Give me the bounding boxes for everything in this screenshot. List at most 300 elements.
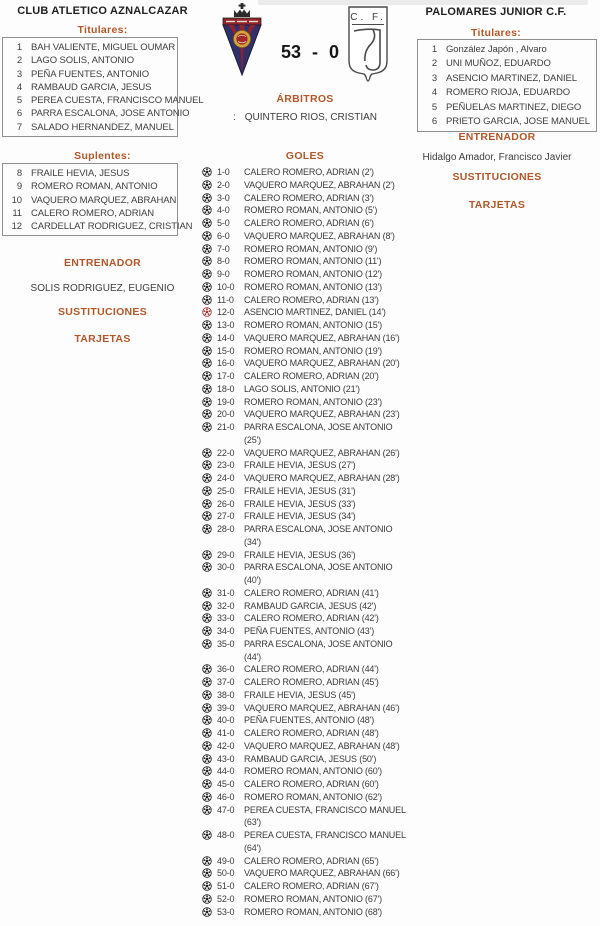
- goal-score: 48-0: [217, 830, 235, 840]
- goal-score: 31-0: [217, 587, 235, 598]
- soccer-ball-icon: [202, 562, 212, 572]
- goal-scorer: ASENCIO MARTINEZ, DANIEL (14'): [244, 307, 386, 318]
- soccer-ball-icon: [202, 371, 212, 381]
- goal-scorer: ROMERO ROMAN, ANTONIO (5'): [244, 205, 378, 216]
- goal-minute: (12'): [365, 269, 383, 279]
- goal-scorer: VAQUERO MARQUEZ, ABRAHAN (66'): [244, 868, 400, 879]
- goal-minute: (15'): [365, 320, 383, 330]
- soccer-ball-icon: [202, 409, 212, 419]
- score-separator: -: [312, 42, 318, 62]
- goal-scorer: CALERO ROMERO, ADRIAN (13'): [244, 294, 379, 305]
- soccer-ball-icon: [202, 193, 212, 203]
- goal-minute: (20'): [382, 358, 400, 369]
- goal-minute: (13'): [365, 281, 383, 292]
- player-row: [418, 72, 596, 86]
- goal-row: [202, 893, 397, 906]
- soccer-ball-icon: [202, 639, 212, 649]
- goal-score: 22-0: [217, 447, 235, 458]
- goal-row: [202, 447, 400, 460]
- goal-scorer: VAQUERO MARQUEZ, ABRAHAN (8'): [244, 230, 395, 241]
- goal-row: [202, 880, 397, 893]
- player-name: VAQUERO MARQUEZ, ABRAHAN: [31, 194, 177, 206]
- goal-minute: (16'): [382, 332, 400, 343]
- goal-score: 37-0: [217, 677, 235, 687]
- goal-score: 11-0: [217, 294, 234, 305]
- soccer-ball-icon: [202, 664, 212, 674]
- goal-minute: (42'): [361, 613, 379, 624]
- goal-scorer: ROMERO ROMAN, ANTONIO (67'): [244, 893, 383, 904]
- soccer-ball-icon: [202, 894, 212, 904]
- goal-score: 32-0: [217, 600, 235, 611]
- goal-scorer: VAQUERO MARQUEZ, ABRAHAN (48'): [244, 740, 400, 751]
- goal-score: 24-0: [217, 473, 235, 483]
- goal-score: 10-0: [217, 281, 235, 292]
- home-team-title: CLUB ATLETICO AZNALCAZAR: [17, 5, 188, 17]
- soccer-ball-icon: [202, 728, 212, 738]
- goal-score: 4-0: [217, 205, 230, 216]
- goal-score: 26-0: [217, 498, 235, 509]
- goal-score: 53-0: [217, 906, 235, 917]
- goal-row: [202, 472, 400, 485]
- goal-row: [202, 204, 397, 217]
- goal-scorer: CALERO ROMERO, ADRIAN (44'): [244, 664, 379, 675]
- goal-minute: (48'): [361, 728, 379, 738]
- palomares-crest-icon: [344, 5, 392, 83]
- goal-score: 39-0: [217, 702, 235, 713]
- goal-score: 27-0: [217, 511, 235, 522]
- goal-row: [202, 867, 400, 880]
- goal-row: [202, 370, 397, 383]
- goal-scorer: ROMERO ROMAN, ANTONIO (13'): [244, 281, 383, 292]
- player-name: PRIETO GARCIA, JOSE MANUEL: [446, 116, 590, 128]
- goal-minute: (48'): [382, 740, 400, 751]
- player-name: CARDELLAT RODRIGUEZ, CRISTIAN: [31, 221, 193, 233]
- player-name: PARRA ESCALONA, JOSE ANTONIO: [31, 108, 190, 120]
- player-number: 1: [16, 42, 22, 53]
- goal-score: 36-0: [217, 664, 235, 675]
- goal-minute: (14'): [368, 307, 386, 318]
- goal-score: 3-0: [217, 192, 230, 203]
- player-row: [3, 41, 177, 54]
- goal-row: [202, 510, 397, 523]
- goal-score: 21-0: [217, 422, 235, 432]
- soccer-ball-icon: [202, 601, 212, 611]
- player-number: 11: [12, 207, 22, 219]
- goal-scorer: LAGO SOLIS, ANTONIO (21'): [244, 383, 360, 394]
- goal-scorer: ROMERO ROMAN, ANTONIO (23'): [244, 396, 383, 407]
- goal-score: 13-0: [217, 320, 235, 330]
- away-starters-label: Titulares:: [470, 27, 522, 39]
- goal-scorer: FRAILE HEVIA, JESUS (45'): [244, 689, 356, 700]
- goal-minute: (46'): [382, 702, 400, 713]
- soccer-ball-icon: [202, 295, 212, 305]
- goal-score: 43-0: [217, 753, 235, 764]
- player-number: 5: [431, 101, 437, 113]
- goal-minute: (31'): [338, 485, 356, 496]
- soccer-ball-icon: [202, 320, 212, 330]
- soccer-ball-icon: [202, 524, 212, 534]
- goal-scorer: RAMBAUD GARCIA, JESUS (50'): [244, 753, 377, 764]
- soccer-ball-icon: [202, 550, 212, 560]
- goal-scorer: VAQUERO MARQUEZ, ABRAHAN (28'): [244, 473, 400, 483]
- player-row: [418, 86, 596, 100]
- goal-minute: (44'): [361, 664, 379, 675]
- goal-score: 51-0: [217, 881, 235, 891]
- soccer-ball-icon: [202, 511, 212, 521]
- soccer-ball-icon: [202, 244, 212, 254]
- goal-score: 42-0: [217, 740, 235, 751]
- away-team-crest: [344, 5, 392, 88]
- soccer-ball-icon: [202, 754, 212, 764]
- goal-minute: (23'): [365, 396, 383, 407]
- player-row: [418, 43, 596, 57]
- home-team-crest: [222, 3, 262, 82]
- goal-score: 1-0: [217, 167, 230, 177]
- goal-score: 12-0: [217, 307, 235, 318]
- goal-row: [202, 294, 397, 307]
- referee-line: [210, 112, 400, 123]
- goal-row: [202, 243, 397, 256]
- soccer-ball-icon: [202, 218, 212, 228]
- goal-score: 19-0: [217, 396, 235, 407]
- goal-row: [202, 498, 397, 511]
- goal-minute: (68'): [365, 906, 383, 917]
- goal-minute: (41'): [361, 587, 379, 598]
- goal-score: 50-0: [217, 868, 235, 879]
- player-name: ASENCIO MARTINEZ, DANIEL: [446, 72, 577, 84]
- goal-scorer: VAQUERO MARQUEZ, ABRAHAN (20'): [244, 358, 400, 369]
- player-number: 8: [16, 168, 22, 179]
- goal-scorer: CALERO ROMERO, ADRIAN (2'): [244, 167, 374, 177]
- soccer-ball-icon: [202, 588, 212, 598]
- goal-score: 18-0: [217, 383, 235, 394]
- soccer-ball-icon: [202, 703, 212, 713]
- soccer-ball-icon: [202, 907, 212, 917]
- goal-row: [202, 753, 397, 766]
- goal-row: [202, 230, 397, 243]
- goal-row: [202, 625, 397, 638]
- goal-row: [202, 357, 400, 370]
- goal-row: [202, 345, 397, 358]
- goal-minute: (8'): [382, 230, 395, 241]
- player-name: PEREA CUESTA, FRANCISCO MANUEL: [31, 95, 204, 107]
- home-starters-label: Titulares:: [77, 24, 128, 36]
- goal-row: [202, 612, 397, 625]
- goal-row: [202, 855, 397, 868]
- soccer-ball-icon: [202, 613, 212, 623]
- player-name: González Japón , Alvaro: [446, 44, 547, 55]
- soccer-ball-icon: [202, 448, 212, 458]
- goal-row: [202, 166, 397, 179]
- aznalcazar-crest-icon: [222, 3, 262, 77]
- goal-score: 25-0: [217, 485, 235, 496]
- goal-row: [202, 778, 397, 791]
- svg-text:C. F.: C. F.: [350, 12, 386, 23]
- soccer-ball-icon: [202, 779, 212, 789]
- goal-score: 47-0: [217, 804, 235, 815]
- goal-minute: (63'): [244, 817, 261, 828]
- goal-scorer: VAQUERO MARQUEZ, ABRAHAN (16'): [244, 332, 400, 343]
- soccer-ball-icon: [202, 346, 212, 356]
- soccer-ball-icon: [202, 384, 212, 394]
- player-number: 6: [431, 116, 437, 128]
- goal-scorer: PARRA ESCALONA, JOSE ANTONIO (40'): [244, 562, 393, 585]
- home-coach-label: ENTRENADOR: [63, 257, 142, 269]
- player-number: 3: [431, 72, 437, 84]
- goal-scorer: FRAILE HEVIA, JESUS (36'): [244, 549, 356, 560]
- goal-scorer: FRAILE HEVIA, JESUS (31'): [244, 485, 356, 496]
- goal-scorer: PARRA ESCALONA, JOSE ANTONIO (25'): [244, 422, 393, 445]
- goal-minute: (50'): [359, 753, 377, 764]
- goal-row: [202, 179, 397, 192]
- goal-score: 46-0: [217, 791, 235, 802]
- player-number: 12: [11, 221, 22, 233]
- soccer-ball-icon: [202, 256, 212, 266]
- goal-minute: (45'): [361, 677, 379, 687]
- goal-scorer: CALERO ROMERO, ADRIAN (60'): [244, 779, 379, 789]
- goal-score: 2-0: [217, 179, 230, 190]
- home-subs-label: Suplentes:: [74, 150, 131, 162]
- goal-minute: (36'): [338, 549, 356, 560]
- soccer-ball-icon: [202, 881, 212, 891]
- player-name: PEÑA FUENTES, ANTONIO: [31, 68, 150, 80]
- player-number: 2: [16, 55, 22, 67]
- goal-scorer: FRAILE HEVIA, JESUS (33'): [244, 498, 356, 509]
- player-row: [3, 81, 177, 94]
- goal-scorer: CALERO ROMERO, ADRIAN (48'): [244, 728, 379, 738]
- soccer-ball-icon: [202, 677, 212, 687]
- player-row: [3, 207, 177, 220]
- player-row: [3, 167, 177, 180]
- soccer-ball-icon: [202, 358, 212, 368]
- soccer-ball-icon: [202, 715, 212, 725]
- score-home: 53: [280, 42, 301, 62]
- goal-row: [202, 587, 397, 600]
- goal-row: [202, 638, 397, 664]
- away-substitutions-label: SUSTITUCIONES: [452, 171, 542, 183]
- goal-score: 8-0: [217, 256, 230, 267]
- goal-scorer: VAQUERO MARQUEZ, ABRAHAN (46'): [244, 702, 400, 713]
- soccer-ball-icon: [202, 792, 212, 802]
- goal-minute: (42'): [359, 600, 377, 611]
- goal-row: [202, 676, 397, 689]
- goal-row: [202, 804, 406, 830]
- soccer-ball-icon: [202, 626, 212, 636]
- goal-score: 16-0: [217, 358, 235, 369]
- soccer-ball-icon: [202, 269, 212, 279]
- goal-minute: (27'): [338, 460, 356, 471]
- player-name: ROMERO ROMAN, ANTONIO: [31, 181, 158, 193]
- goal-minute: (23'): [382, 409, 400, 420]
- goal-scorer: CALERO ROMERO, ADRIAN (65'): [244, 855, 379, 866]
- goal-minute: (6'): [361, 218, 374, 228]
- player-number: 3: [16, 68, 22, 80]
- goal-minute: (25'): [244, 434, 261, 445]
- player-row: [418, 101, 596, 115]
- player-number: 1: [431, 44, 437, 55]
- away-coach-name: Hidalgo Amador, Francisco Javier: [422, 152, 572, 163]
- home-starters-list: [2, 37, 204, 137]
- goal-row: [202, 306, 397, 319]
- player-number: 2: [431, 58, 437, 70]
- referees-label: ÁRBITROS: [276, 93, 334, 105]
- soccer-ball-icon: [202, 868, 212, 878]
- player-row: [3, 94, 204, 107]
- goal-row: [202, 459, 397, 472]
- goal-row: [202, 408, 400, 421]
- player-name: SALADO HERNANDEZ, MANUEL: [31, 121, 174, 133]
- goal-minute: (2'): [382, 179, 395, 190]
- goal-row: [202, 906, 397, 919]
- goal-minute: (67'): [361, 881, 379, 891]
- goal-scorer: PEÑA FUENTES, ANTONIO (43'): [244, 626, 375, 636]
- player-number: 10: [11, 194, 22, 206]
- soccer-ball-icon: [202, 473, 212, 483]
- goal-row: [202, 740, 400, 753]
- goal-minute: (64'): [244, 842, 261, 853]
- goal-row: [202, 600, 397, 613]
- goal-scorer: ROMERO ROMAN, ANTONIO (62'): [244, 791, 383, 802]
- goal-score: 33-0: [217, 613, 235, 624]
- soccer-ball-icon: [202, 180, 212, 190]
- goal-row: [202, 727, 397, 740]
- player-number: 5: [16, 95, 22, 107]
- goal-score: 41-0: [217, 728, 235, 738]
- goal-scorer: ROMERO ROMAN, ANTONIO (15'): [244, 320, 383, 330]
- soccer-ball-icon: [202, 741, 212, 751]
- soccer-ball-icon: [202, 805, 212, 815]
- score-away: 0: [329, 42, 340, 62]
- goal-scorer: PEREA CUESTA, FRANCISCO MANUEL (64'): [244, 830, 406, 853]
- goal-row: [202, 332, 400, 345]
- goal-minute: (33'): [338, 498, 356, 509]
- goal-row: [202, 663, 397, 676]
- own-goal-ball-icon: [202, 307, 212, 317]
- player-row: [418, 115, 596, 129]
- goal-score: 5-0: [217, 218, 230, 228]
- player-name: CALERO ROMERO, ADRIAN: [31, 207, 155, 219]
- soccer-ball-icon: [202, 830, 212, 840]
- player-number: 9: [16, 181, 22, 193]
- player-number: 7: [16, 121, 22, 133]
- goal-scorer: CALERO ROMERO, ADRIAN (20'): [244, 371, 379, 381]
- goal-minute: (26'): [382, 447, 400, 458]
- goal-score: 14-0: [217, 332, 235, 343]
- goal-score: 52-0: [217, 893, 235, 904]
- goal-minute: (3'): [361, 192, 374, 203]
- goal-row: [202, 281, 397, 294]
- goal-scorer: ROMERO ROMAN, ANTONIO (68'): [244, 906, 383, 917]
- goal-minute: (62'): [365, 791, 383, 802]
- goal-row: [202, 523, 397, 549]
- goal-minute: (21'): [342, 383, 360, 394]
- goal-score: 30-0: [217, 562, 235, 573]
- goal-minute: (20'): [361, 371, 379, 381]
- goal-scorer: CALERO ROMERO, ADRIAN (42'): [244, 613, 379, 624]
- soccer-ball-icon: [202, 333, 212, 343]
- goal-score: 45-0: [217, 779, 235, 789]
- goal-scorer: ROMERO ROMAN, ANTONIO (11'): [244, 256, 382, 267]
- soccer-ball-icon: [202, 167, 212, 177]
- goal-row: [202, 561, 397, 587]
- away-team-title: PALOMARES JUNIOR C.F.: [425, 6, 567, 18]
- goal-scorer: ROMERO ROMAN, ANTONIO (60'): [244, 766, 383, 777]
- goal-row: [202, 217, 397, 230]
- goal-row: [202, 485, 397, 498]
- goal-minute: (67'): [365, 893, 383, 904]
- soccer-ball-icon: [202, 856, 212, 866]
- goal-row: [202, 714, 397, 727]
- player-row: [418, 57, 596, 71]
- player-number: 4: [16, 81, 22, 93]
- goal-minute: (45'): [338, 689, 356, 700]
- goal-score: 15-0: [217, 345, 235, 356]
- goal-minute: (60'): [361, 779, 379, 789]
- goals-list: [202, 166, 406, 918]
- goal-scorer: CALERO ROMERO, ADRIAN (3'): [244, 192, 374, 203]
- goal-score: 6-0: [217, 230, 230, 241]
- goal-scorer: CALERO ROMERO, ADRIAN (41'): [244, 587, 379, 598]
- soccer-ball-icon: [202, 499, 212, 509]
- goal-row: [202, 192, 397, 205]
- goal-row: [202, 765, 397, 778]
- goal-scorer: ROMERO ROMAN, ANTONIO (12'): [244, 269, 383, 279]
- goal-score: 38-0: [217, 689, 235, 700]
- goal-score: 20-0: [217, 409, 235, 420]
- soccer-ball-icon: [202, 422, 212, 432]
- goal-minute: (44'): [244, 651, 261, 662]
- away-starters-list: [417, 39, 597, 132]
- referee-name: QUINTERO RIOS, CRISTIAN: [244, 112, 377, 123]
- goal-minute: (2'): [361, 167, 374, 177]
- player-row: [3, 68, 177, 81]
- goal-score: 34-0: [217, 626, 235, 636]
- player-row: [3, 180, 177, 193]
- player-row: [3, 194, 177, 207]
- goal-row: [202, 255, 397, 268]
- goal-scorer: VAQUERO MARQUEZ, ABRAHAN (23'): [244, 409, 400, 420]
- goal-minute: (60'): [365, 766, 383, 777]
- goal-row: [202, 829, 406, 855]
- soccer-ball-icon: [202, 486, 212, 496]
- home-substitutions-label: SUSTITUCIONES: [57, 306, 148, 318]
- home-subs-list: [2, 163, 193, 236]
- goal-minute: (65'): [361, 855, 379, 866]
- soccer-ball-icon: [202, 205, 212, 215]
- soccer-ball-icon: [202, 460, 212, 470]
- goal-row: [202, 421, 397, 447]
- goal-scorer: PEÑA FUENTES, ANTONIO (48'): [244, 715, 375, 726]
- soccer-ball-icon: [202, 766, 212, 776]
- goal-minute: (5'): [365, 205, 378, 216]
- scan-artifact-strip: [258, 0, 588, 5]
- goal-score: 35-0: [217, 638, 235, 649]
- away-cards-label: TARJETAS: [468, 199, 526, 211]
- player-row: [3, 54, 177, 67]
- goal-score: 23-0: [217, 460, 235, 471]
- goal-row: [202, 689, 397, 702]
- soccer-ball-icon: [202, 397, 212, 407]
- away-coach-label: ENTRENADOR: [458, 131, 536, 143]
- referee-colon: :: [232, 112, 236, 123]
- home-coach-name: SOLIS RODRIGUEZ, EUGENIO: [30, 283, 175, 294]
- goal-row: [202, 319, 397, 332]
- goal-scorer: FRAILE HEVIA, JESUS (27'): [244, 460, 356, 471]
- goal-scorer: CALERO ROMERO, ADRIAN (67'): [244, 881, 379, 891]
- goal-scorer: RAMBAUD GARCIA, JESUS (42'): [244, 600, 377, 611]
- goal-minute: (11'): [365, 256, 382, 267]
- player-name: LAGO SOLIS, ANTONIO: [31, 55, 134, 67]
